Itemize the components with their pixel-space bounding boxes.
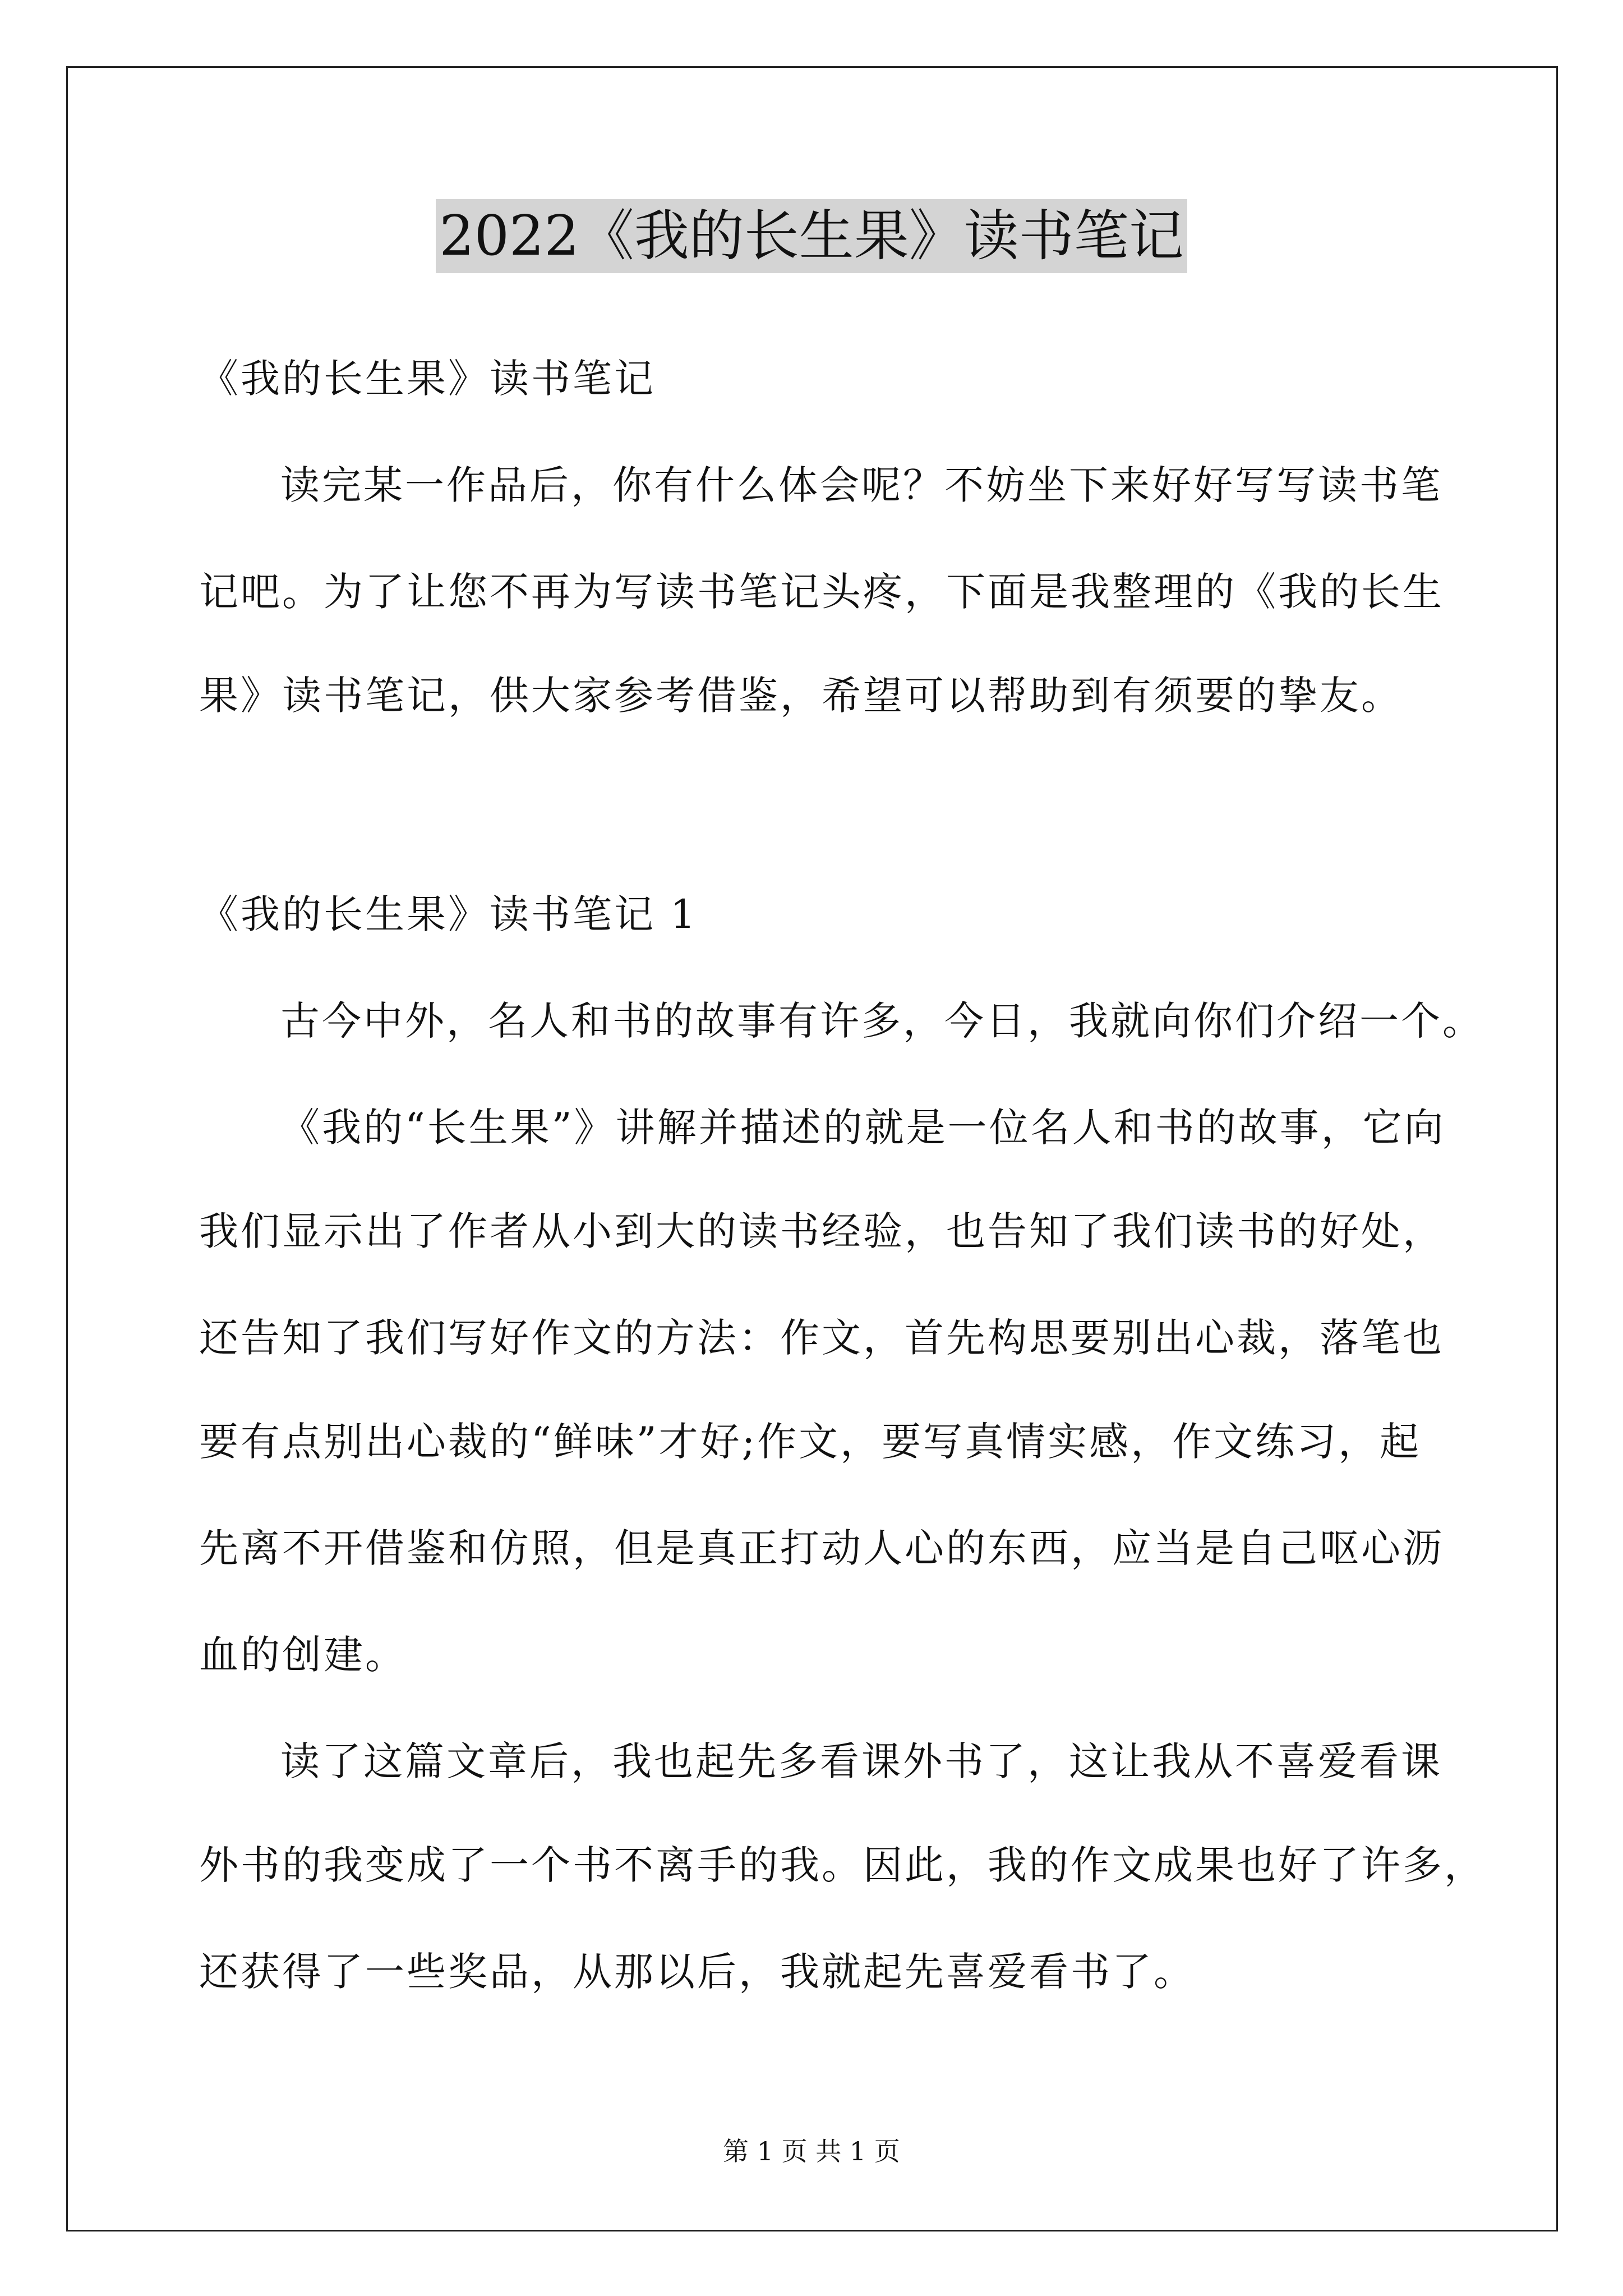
body-line: 还告知了我们写好作文的方法：作文，首先构思要别出心裁，落笔也 [199, 1315, 1444, 1361]
body-line: 《我的“长生果”》讲解并描述的就是一位名人和书的故事，它向 [280, 1105, 1446, 1151]
body-line: 血的创建。 [199, 1632, 407, 1678]
intro-line: 读完某一作品后，你有什么体会呢？不妨坐下来好好写写读书笔 [280, 462, 1442, 508]
body-line: 要有点别出心裁的“鲜味”才好;作文，要写真情实感，作文练习，起 [199, 1419, 1422, 1465]
body-line: 外书的我变成了一个书不离手的我。因此，我的作文成果也好了许多， [199, 1842, 1486, 1888]
body-line: 古今中外，名人和书的故事有许多，今日，我就向你们介绍一个。 [280, 998, 1484, 1044]
page-footer: 第 1 页 共 1 页 [723, 2136, 900, 2166]
body-line: 先离不开借鉴和仿照，但是真正打动人心的东西，应当是自己呕心沥 [199, 1525, 1444, 1571]
body-line: 我们显示出了作者从小到大的读书经验，也告知了我们读书的好处， [199, 1208, 1444, 1254]
section-heading: 《我的长生果》读书笔记 1 [199, 891, 698, 937]
intro-line: 果》读书笔记，供大家参考借鉴，希望可以帮助到有须要的挚友。 [199, 673, 1403, 719]
title-container [0, 199, 1623, 273]
body-line: 还获得了一些奖品，从那以后，我就起先喜爱看书了。 [199, 1949, 1195, 1995]
intro-line: 记吧。为了让您不再为写读书笔记头疼，下面是我整理的《我的长生 [199, 569, 1444, 615]
body-line: 读了这篇文章后，我也起先多看课外书了，这让我从不喜爱看课 [280, 1738, 1442, 1784]
document-subtitle: 《我的长生果》读书笔记 [199, 356, 656, 402]
document-title: 2022《我的长生果》读书笔记 [436, 199, 1187, 273]
